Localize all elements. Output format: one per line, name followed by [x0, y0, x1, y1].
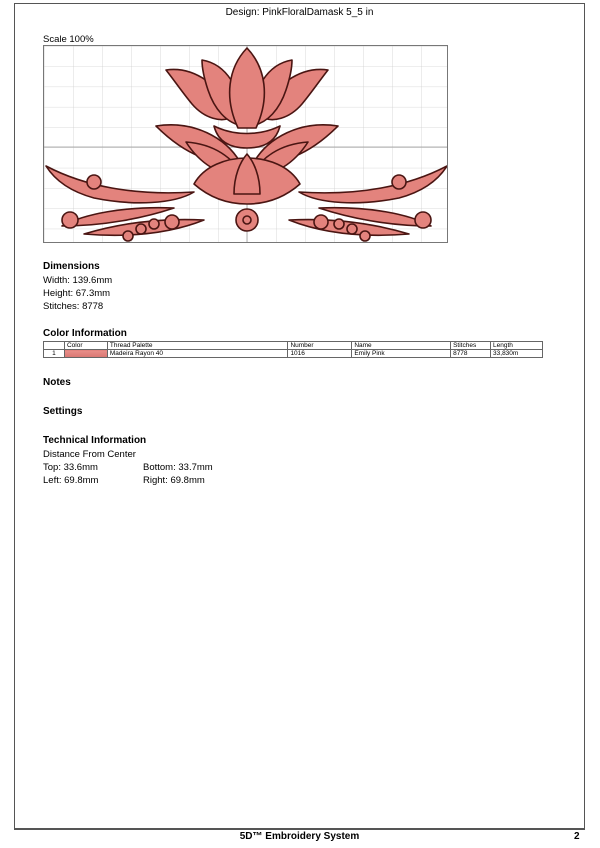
col-header-stitches: Stitches — [451, 342, 491, 350]
distance-top: Top: 33.6mm — [43, 462, 98, 473]
row-index: 1 — [44, 350, 65, 358]
color-swatch — [64, 350, 107, 358]
footer-divider — [14, 829, 585, 830]
design-preview — [43, 45, 448, 243]
row-thread-palette: Madeira Rayon 40 — [107, 350, 288, 358]
distance-right: Right: 69.8mm — [143, 475, 205, 486]
col-header-name: Name — [352, 342, 451, 350]
footer-product: 5D™ Embroidery System — [239, 831, 360, 842]
page-number: 2 — [574, 831, 580, 842]
row-number: 1016 — [288, 350, 352, 358]
color-info-heading: Color Information — [43, 328, 127, 339]
col-header-color: Color — [64, 342, 107, 350]
embroidery-design-image — [44, 46, 448, 243]
dimensions-stitches: Stitches: 8778 — [43, 301, 104, 312]
dimensions-heading: Dimensions — [43, 261, 100, 272]
col-header-index — [44, 342, 65, 350]
col-header-thread-palette: Thread Palette — [107, 342, 288, 350]
design-title: Design: PinkFloralDamask 5_5 in — [225, 7, 374, 18]
technical-heading: Technical Information — [43, 435, 147, 446]
distance-from-center-label: Distance From Center — [43, 449, 136, 460]
scale-label: Scale 100% — [43, 34, 94, 45]
row-stitches: 8778 — [451, 350, 491, 358]
dimensions-height: Height: 67.3mm — [43, 288, 111, 299]
color-table-header — [44, 342, 543, 350]
settings-heading: Settings — [43, 406, 83, 417]
notes-heading: Notes — [43, 377, 71, 388]
distance-left: Left: 69.8mm — [43, 475, 99, 486]
col-header-number: Number — [288, 342, 352, 350]
table-row — [44, 350, 543, 358]
color-table — [43, 341, 543, 358]
dimensions-width: Width: 139.6mm — [43, 275, 113, 286]
distance-bottom: Bottom: 33.7mm — [143, 462, 213, 473]
row-length: 33,830m — [491, 350, 543, 358]
col-header-length: Length — [491, 342, 543, 350]
row-name: Emily Pink — [352, 350, 451, 358]
